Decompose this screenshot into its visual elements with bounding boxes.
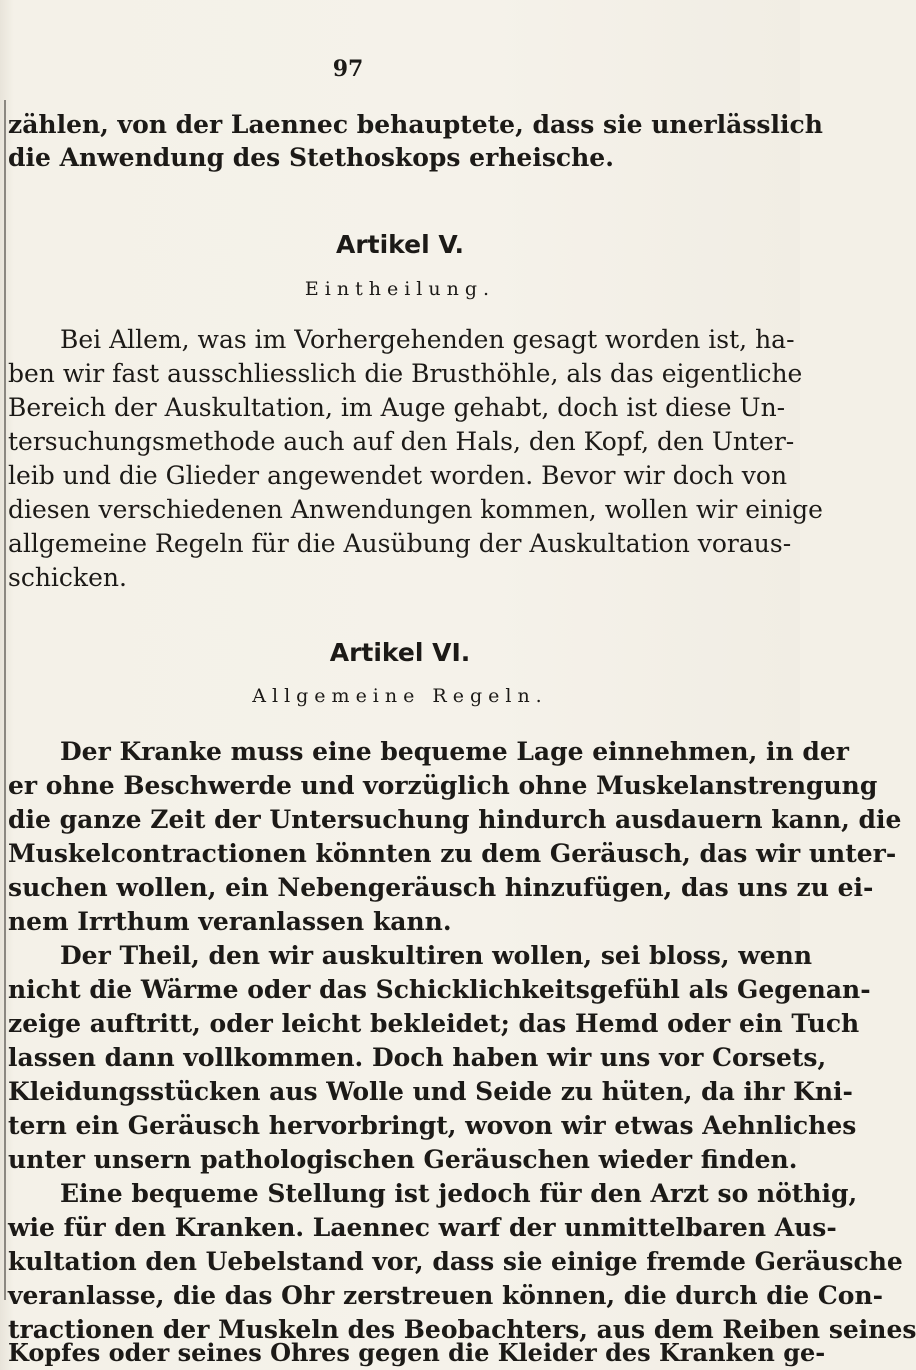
text-line: wie für den Kranken. Laennec warf der unmittelbaren Aus- [8,1213,837,1242]
text-line: schicken. [8,563,127,592]
text-line: kultation den Uebelstand vor, dass sie einige fremde Geräusche [8,1247,903,1276]
text-line: Kleidungsstücken aus Wolle und Seide zu hüten, da ihr Kni- [8,1077,853,1106]
text-line: Der Kranke muss eine bequeme Lage einnehmen, in der [60,737,849,766]
text-line: zeige auftritt, oder leicht bekleidet; das Hemd oder ein Tuch [8,1009,860,1038]
text-line: Kopfes oder seines Ohres gegen die Kleider des Kranken ge- [8,1338,826,1367]
text-line: er ohne Beschwerde und vorzüglich ohne Muskelanstrengung [8,771,878,800]
text-line: Der Theil, den wir auskultiren wollen, sei bloss, wenn [60,941,813,970]
text-line: unter unsern pathologischen Geräuschen wieder finden. [8,1145,798,1174]
text-line: Bereich der Auskultation, im Auge gehabt, doch ist diese Un- [8,393,786,422]
text-line: suchen wollen, ein Nebengeräusch hinzufügen, das uns zu ei- [8,873,874,902]
text-line: nem Irrthum veranlassen kann. [8,907,452,936]
text-line: die ganze Zeit der Untersuchung hindurch ausdauern kann, die [8,805,902,834]
text-line: die Anwendung des Stethoskops erheische. [8,143,614,172]
article-5-heading: Artikel V. [335,230,464,259]
text-line: ben wir fast ausschliesslich die Brusthöhle, als das eigentliche [8,359,803,388]
article-6-subheading: Allgemeine Regeln. [252,685,548,707]
page-number: 97 [332,56,364,82]
text-line: lassen dann vollkommen. Doch haben wir uns vor Corsets, [8,1043,827,1072]
text-line: nicht die Wärme oder das Schicklichkeitsgefühl als Gegenan- [8,975,871,1004]
text-line: zählen, von der Laennec behauptete, dass sie unerlässlich [8,110,823,139]
text-line: tern ein Geräusch hervorbringt, wovon wir etwas Aehnliches [8,1111,857,1140]
text-line: tersuchungsmethode auch auf den Hals, den Kopf, den Unter- [8,427,795,456]
text-line: Eine bequeme Stellung ist jedoch für den Arzt so nöthig, [60,1179,858,1208]
text-line: allgemeine Regeln für die Ausübung der Auskultation voraus- [8,529,792,558]
article-6-heading: Artikel VI. [329,638,471,667]
text-line: Muskelcontractionen könnten zu dem Geräusch, das wir unter- [8,839,897,868]
article-5-subheading: Eintheilung. [304,278,496,300]
text-line: veranlasse, die das Ohr zerstreuen können, die durch die Con- [8,1281,884,1310]
text-line: diesen verschiedenen Anwendungen kommen, wollen wir einige [8,495,823,524]
text-line: leib und die Glieder angewendet worden. Bevor wir doch von [8,461,788,490]
text-line: Bei Allem, was im Vorhergehenden gesagt worden ist, ha- [60,325,795,354]
text-line: tractionen der Muskeln des Beobachters, aus dem Reiben seines [8,1315,916,1344]
